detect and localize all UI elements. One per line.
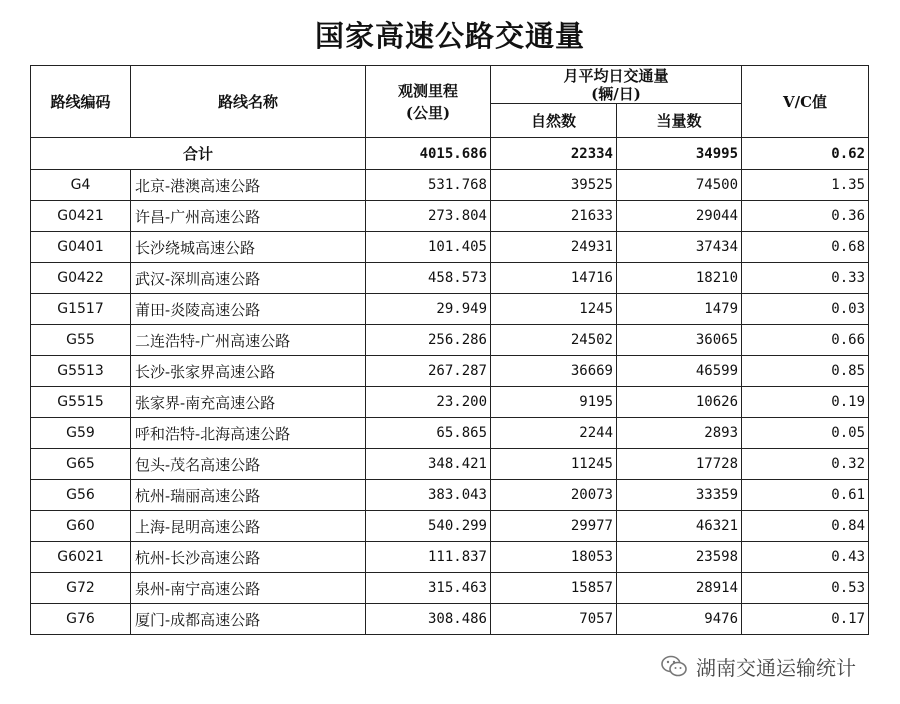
equivalent-cell: 2893 bbox=[617, 418, 742, 449]
natural-cell: 21633 bbox=[491, 201, 617, 232]
natural-cell: 14716 bbox=[491, 263, 617, 294]
route-code: G55 bbox=[31, 325, 131, 356]
header-mileage: 观测里程 (公里) bbox=[366, 66, 491, 138]
table-row bbox=[31, 232, 869, 263]
route-code: G56 bbox=[31, 480, 131, 511]
mileage-cell: 273.804 bbox=[366, 201, 491, 232]
vc-cell: 0.05 bbox=[742, 418, 869, 449]
mileage-cell: 101.405 bbox=[366, 232, 491, 263]
route-code: G0422 bbox=[31, 263, 131, 294]
vc-cell: 0.19 bbox=[742, 387, 869, 418]
route-name: 包头-茂名高速公路 bbox=[131, 449, 366, 480]
vc-cell: 0.43 bbox=[742, 542, 869, 573]
route-name: 武汉-深圳高速公路 bbox=[131, 263, 366, 294]
route-name: 泉州-南宁高速公路 bbox=[131, 573, 366, 604]
natural-cell: 36669 bbox=[491, 356, 617, 387]
table-row bbox=[31, 201, 869, 232]
route-name: 北京-港澳高速公路 bbox=[131, 170, 366, 201]
watermark bbox=[660, 653, 856, 679]
equivalent-cell: 28914 bbox=[617, 573, 742, 604]
mileage-cell: 315.463 bbox=[366, 573, 491, 604]
table-row bbox=[31, 449, 869, 480]
route-code: G59 bbox=[31, 418, 131, 449]
table-row bbox=[31, 356, 869, 387]
table-row bbox=[31, 387, 869, 418]
header-vc: V/C值 bbox=[742, 66, 869, 138]
vc-cell: 0.32 bbox=[742, 449, 869, 480]
header-name: 路线名称 bbox=[131, 66, 366, 138]
table-row bbox=[31, 418, 869, 449]
natural-cell: 11245 bbox=[491, 449, 617, 480]
natural-cell: 18053 bbox=[491, 542, 617, 573]
route-name: 杭州-长沙高速公路 bbox=[131, 542, 366, 573]
equivalent-cell: 10626 bbox=[617, 387, 742, 418]
header-equivalent: 当量数 bbox=[617, 104, 742, 138]
table-row bbox=[31, 325, 869, 356]
vc-cell: 0.17 bbox=[742, 604, 869, 635]
mileage-cell: 308.486 bbox=[366, 604, 491, 635]
mileage-cell: 348.421 bbox=[366, 449, 491, 480]
route-code: G65 bbox=[31, 449, 131, 480]
route-code: G1517 bbox=[31, 294, 131, 325]
natural-cell: 7057 bbox=[491, 604, 617, 635]
mileage-cell: 383.043 bbox=[366, 480, 491, 511]
equivalent-cell: 18210 bbox=[617, 263, 742, 294]
mileage-cell: 29.949 bbox=[366, 294, 491, 325]
equivalent-cell: 46599 bbox=[617, 356, 742, 387]
equivalent-cell: 46321 bbox=[617, 511, 742, 542]
equivalent-cell: 33359 bbox=[617, 480, 742, 511]
route-name: 上海-昆明高速公路 bbox=[131, 511, 366, 542]
equivalent-cell: 1479 bbox=[617, 294, 742, 325]
natural-cell: 15857 bbox=[491, 573, 617, 604]
route-code: G0421 bbox=[31, 201, 131, 232]
table-row bbox=[31, 511, 869, 542]
mileage-cell: 256.286 bbox=[366, 325, 491, 356]
header-natural: 自然数 bbox=[491, 104, 617, 138]
vc-cell: 0.85 bbox=[742, 356, 869, 387]
vc-cell: 0.03 bbox=[742, 294, 869, 325]
equivalent-cell: 23598 bbox=[617, 542, 742, 573]
table-row bbox=[31, 573, 869, 604]
table-row bbox=[31, 542, 869, 573]
route-name: 呼和浩特-北海高速公路 bbox=[131, 418, 366, 449]
route-code: G60 bbox=[31, 511, 131, 542]
vc-cell: 0.68 bbox=[742, 232, 869, 263]
route-name: 杭州-瑞丽高速公路 bbox=[131, 480, 366, 511]
total-equivalent: 34995 bbox=[617, 138, 742, 170]
equivalent-cell: 17728 bbox=[617, 449, 742, 480]
header-avg-daily: 月平均日交通量 (辆/日) bbox=[491, 66, 742, 104]
natural-cell: 29977 bbox=[491, 511, 617, 542]
route-code: G72 bbox=[31, 573, 131, 604]
equivalent-cell: 74500 bbox=[617, 170, 742, 201]
route-name: 长沙-张家界高速公路 bbox=[131, 356, 366, 387]
vc-cell: 0.84 bbox=[742, 511, 869, 542]
route-name: 厦门-成都高速公路 bbox=[131, 604, 366, 635]
natural-cell: 20073 bbox=[491, 480, 617, 511]
table-row bbox=[31, 604, 869, 635]
total-mileage: 4015.686 bbox=[366, 138, 491, 170]
total-label: 合计 bbox=[31, 138, 366, 170]
vc-cell: 0.36 bbox=[742, 201, 869, 232]
vc-cell: 0.53 bbox=[742, 573, 869, 604]
header-code: 路线编码 bbox=[31, 66, 131, 138]
route-code: G5515 bbox=[31, 387, 131, 418]
table-row bbox=[31, 170, 869, 201]
route-name: 张家界-南充高速公路 bbox=[131, 387, 366, 418]
natural-cell: 9195 bbox=[491, 387, 617, 418]
route-code: G76 bbox=[31, 604, 131, 635]
mileage-cell: 458.573 bbox=[366, 263, 491, 294]
total-row bbox=[31, 138, 869, 170]
table-row bbox=[31, 263, 869, 294]
route-name: 莆田-炎陵高速公路 bbox=[131, 294, 366, 325]
mileage-cell: 65.865 bbox=[366, 418, 491, 449]
total-vc: 0.62 bbox=[742, 138, 869, 170]
mileage-cell: 531.768 bbox=[366, 170, 491, 201]
mileage-cell: 540.299 bbox=[366, 511, 491, 542]
natural-cell: 1245 bbox=[491, 294, 617, 325]
route-code: G0401 bbox=[31, 232, 131, 263]
route-code: G6021 bbox=[31, 542, 131, 573]
route-code: G5513 bbox=[31, 356, 131, 387]
vc-cell: 1.35 bbox=[742, 170, 869, 201]
natural-cell: 2244 bbox=[491, 418, 617, 449]
wechat-icon bbox=[660, 654, 688, 678]
route-name: 二连浩特-广州高速公路 bbox=[131, 325, 366, 356]
route-name: 长沙绕城高速公路 bbox=[131, 232, 366, 263]
traffic-table bbox=[30, 65, 869, 635]
mileage-cell: 111.837 bbox=[366, 542, 491, 573]
equivalent-cell: 36065 bbox=[617, 325, 742, 356]
route-name: 许昌-广州高速公路 bbox=[131, 201, 366, 232]
natural-cell: 24931 bbox=[491, 232, 617, 263]
equivalent-cell: 9476 bbox=[617, 604, 742, 635]
mileage-cell: 267.287 bbox=[366, 356, 491, 387]
equivalent-cell: 29044 bbox=[617, 201, 742, 232]
table-row bbox=[31, 294, 869, 325]
vc-cell: 0.61 bbox=[742, 480, 869, 511]
route-code: G4 bbox=[31, 170, 131, 201]
watermark-text: 湖南交通运输统计 bbox=[696, 655, 856, 680]
equivalent-cell: 37434 bbox=[617, 232, 742, 263]
natural-cell: 39525 bbox=[491, 170, 617, 201]
mileage-cell: 23.200 bbox=[366, 387, 491, 418]
vc-cell: 0.33 bbox=[742, 263, 869, 294]
page-title: 国家高速公路交通量 bbox=[314, 19, 585, 53]
natural-cell: 24502 bbox=[491, 325, 617, 356]
vc-cell: 0.66 bbox=[742, 325, 869, 356]
table-row bbox=[31, 480, 869, 511]
total-natural: 22334 bbox=[491, 138, 617, 170]
